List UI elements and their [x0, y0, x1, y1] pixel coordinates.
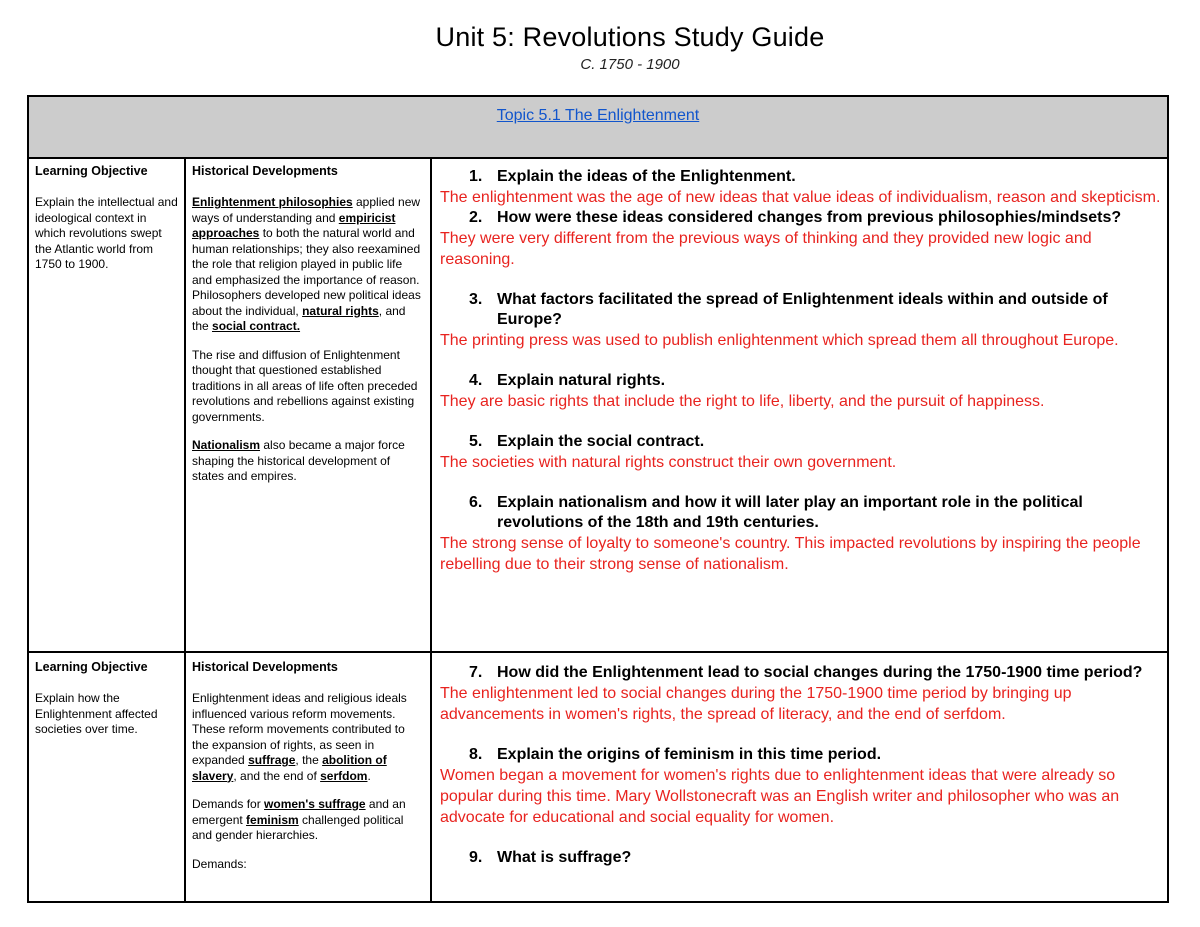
- question: 6. Explain nationalism and how it will later play an important role in the political revolutions of the 18th and 19th centuries.: [469, 494, 1083, 531]
- historical-developments-heading: Historical Developments: [192, 164, 338, 178]
- term: feminism: [246, 812, 299, 827]
- question: 8. Explain the origins of feminism in this time period.: [469, 746, 882, 763]
- term: women's suffrage: [264, 797, 366, 811]
- historical-paragraph: Enlightenment ideas and religious ideals influenced various reform movements. These reform movements contributed to the expansion of rights, as seen in expanded suffrage, the abolition of slavery, and the end of serfdom.: [192, 691, 407, 783]
- term: social contract.: [212, 319, 301, 333]
- topic-link[interactable]: Topic 5.1 The Enlightenment: [496, 107, 700, 124]
- study-guide-table: [27, 95, 1169, 903]
- learning-objective-cell: [29, 653, 186, 901]
- answer: They were very different from the previous ways of thinking and they provided new logic and reasoning.: [440, 230, 1092, 268]
- historical-paragraph: Enlightenment philosophies applied new ways of understanding and empiricist approaches to both the natural world and human relationships; they also reexamined the role that religion played in public life and emphasized the importance of reason. Philosophers developed new political ideas about the individual, natural rights, and the social contract.: [192, 195, 421, 333]
- historical-developments-cell: [186, 157, 432, 651]
- learning-objective-text: Explain the intellectual and ideological context in which revolutions swept the Atlantic world from 1750 to 1900.: [35, 195, 178, 271]
- term: natural rights: [302, 303, 379, 318]
- historical-developments-heading: Historical Developments: [192, 660, 338, 674]
- answer: The enlightenment was the age of new ideas that value ideas of individualism, reason and skepticism.: [440, 189, 1161, 206]
- answer: The strong sense of loyalty to someone's country. This impacted revolutions by inspiring the people rebelling due to their strong sense of nationalism.: [440, 535, 1141, 573]
- page-title: Unit 5: Revolutions Study Guide: [435, 22, 825, 52]
- question: 3. What factors facilitated the spread of Enlightenment ideals within and outside of Europe?: [469, 291, 1108, 328]
- table-row: [29, 653, 1167, 901]
- question: 2. How were these ideas considered changes from previous philosophies/mindsets?: [469, 209, 1122, 226]
- term: empiricist approaches: [192, 210, 396, 240]
- questions-cell: [432, 157, 1167, 651]
- answer: The societies with natural rights construct their own government.: [440, 454, 897, 471]
- question: 7. How did the Enlightenment lead to social changes during the 1750-1900 time period?: [469, 664, 1143, 681]
- answer: The enlightenment led to social changes during the 1750-1900 time period by bringing up advancements in women's rights, the spread of literacy, and the end of serfdom.: [440, 685, 1072, 723]
- answer: The printing press was used to publish enlightenment which spread them all throughout Europe.: [440, 332, 1119, 349]
- learning-objective-text: Explain how the Enlightenment affected societies over time.: [35, 691, 158, 736]
- term: Enlightenment philosophies: [192, 195, 353, 209]
- answer: They are basic rights that include the right to life, liberty, and the pursuit of happiness.: [440, 393, 1045, 410]
- question: 4. Explain natural rights.: [469, 372, 666, 389]
- historical-paragraph: Demands:: [192, 856, 247, 871]
- term: suffrage: [248, 753, 296, 767]
- table-row: [29, 157, 1167, 653]
- term: serfdom: [320, 768, 368, 783]
- term: abolition of slavery: [192, 753, 387, 783]
- question: 5. Explain the social contract.: [469, 433, 705, 450]
- historical-developments-cell: [186, 653, 432, 901]
- questions-cell: [432, 653, 1167, 901]
- historical-paragraph: Nationalism also became a major force shaping the historical development of states and empires.: [192, 438, 405, 483]
- historical-paragraph: The rise and diffusion of Enlightenment thought that questioned established traditions in all areas of life often preceded revolutions and rebellions against existing governments.: [192, 347, 418, 424]
- page-subtitle: C. 1750 - 1900: [580, 56, 680, 73]
- learning-objective-cell: [29, 157, 186, 651]
- question: 1. Explain the ideas of the Enlightenment.: [469, 168, 796, 185]
- question: 9. What is suffrage?: [469, 849, 632, 866]
- learning-objective-heading: Learning Objective: [35, 164, 148, 178]
- learning-objective-heading: Learning Objective: [35, 660, 148, 674]
- topic-header: [29, 97, 1167, 159]
- answer: Women began a movement for women's rights due to enlightenment ideas that were already so popular during this time. Mary Wollstonecraft was an English writer and philosopher who was an advocate for educational and social equality for women.: [440, 767, 1120, 826]
- historical-paragraph: Demands for women's suffrage and an emergent feminism challenged political and gender hierarchies.: [192, 797, 406, 842]
- term: Nationalism: [192, 438, 261, 452]
